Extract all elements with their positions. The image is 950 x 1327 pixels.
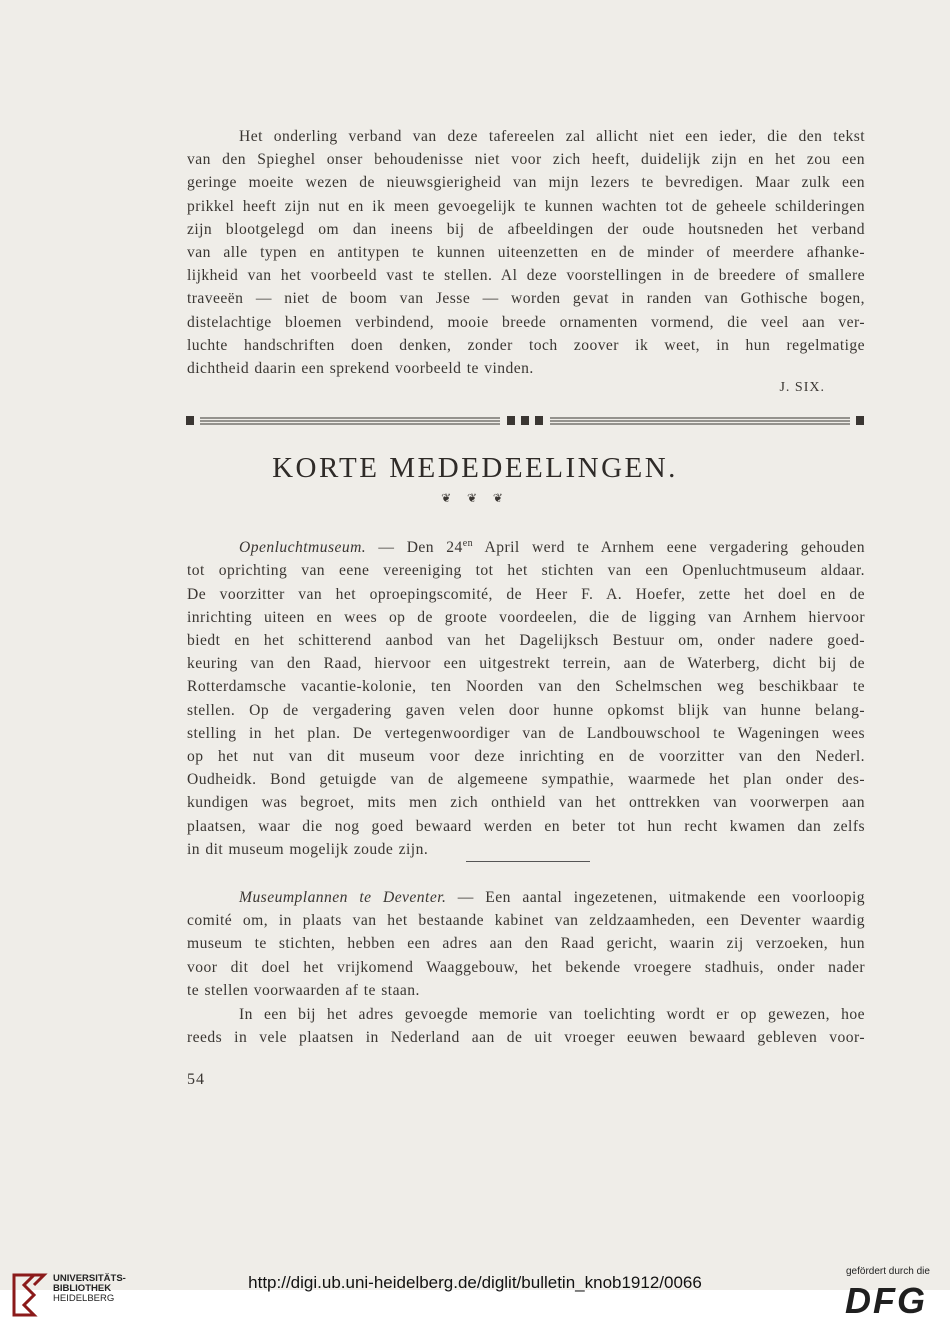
text-line: luchte handschriften doen denken, zonder toch zoover ik weet, in hun regelmatige bbox=[187, 336, 865, 354]
text-line: van alle typen en antitypen te kunnen uiteenzetten en de minder of meerdere afhanke- bbox=[187, 244, 865, 262]
notice-heading: Museumplannen te Deventer. bbox=[239, 889, 447, 906]
text-line: museum te stichten, hebben een adres aan den Raad gericht, waarin zij verzoeken, hun bbox=[187, 935, 865, 953]
text-line: voor dit doel het vrijkomend Waaggebouw, het bekende vroegere stadhuis, onder nader bbox=[187, 958, 865, 976]
text-line: reeds in vele plaatsen in Nederland aan de uit vroeger eeuwen bewaard gebleven voor- bbox=[187, 1029, 865, 1047]
author-signature: J. SIX. bbox=[779, 380, 825, 395]
text-line: op het nut van dit museum voor deze inrichting en de voorzitter van den Nederl. bbox=[187, 748, 865, 766]
text-line: traveeën — niet de boom van Jesse — worden gevat in randen van Gothische bogen, bbox=[187, 290, 865, 308]
fleuron-ornament: ❦ ❦ ❦ bbox=[441, 491, 509, 505]
dfg-logo: DFG bbox=[845, 1280, 927, 1321]
text-line: te stellen voorwaarden af te staan. bbox=[187, 981, 420, 999]
text-line: Rotterdamsche vacantie-kolonie, ten Noorden van den Schelmschen weg beschikbaar te bbox=[187, 678, 865, 696]
text-line: Het onderling verband van deze tafereelen zal allicht niet een ieder, die den tekst bbox=[239, 128, 865, 145]
library-name: UNIVERSITÄTS- BIBLIOTHEK HEIDELBERG bbox=[53, 1273, 126, 1304]
text-line: lijkheid van het voorbeeld vast te stellen. Al deze voorstellingen in de breedere of smallere bbox=[187, 267, 865, 285]
text-line: zijn blootgelegd om dan ineens bij de afbeeldingen der oude houtsneden het verband bbox=[187, 220, 865, 238]
text-line: kundigen was begroet, mits men zich onthield van het onttrekken van voorwerpen aan bbox=[187, 794, 865, 812]
text-line: biedt en het schitterend aanbod van het Dagelijksch Bestuur om, onder nadere goed- bbox=[187, 632, 865, 649]
text-line: van den Spieghel onser behoudenisse niet voor zich heeft, duidelijk zijn en het zou een bbox=[187, 151, 865, 169]
text-line: geringe moeite wezen de nieuwsgierigheid van mijn lezers te bevredigen. Maar zulk een bbox=[187, 174, 865, 192]
funder-label: gefördert durch die bbox=[846, 1266, 930, 1277]
text-line: comité om, in plaats van het bestaande kabinet van zeldzaamheden, een Deventer waardig bbox=[187, 912, 865, 930]
decorative-rule bbox=[180, 412, 870, 430]
text-line: prikkel heeft zijn nut en ik meen gevoegelijk te kunnen wachten tot de geheele schilderingen bbox=[187, 197, 865, 215]
text-line: stellen. Op de vergadering gaven velen door hunne opkomst blijk van hunne belang- bbox=[187, 701, 865, 719]
page-number: 54 bbox=[187, 1071, 205, 1088]
text-line: In een bij het adres gevoegde memorie van toelichting wordt er op gewezen, hoe bbox=[239, 1006, 865, 1023]
separator-line bbox=[466, 861, 590, 862]
text-line: tot oprichting van eene vereeniging tot het stichten van een Openluchtmuseum aldaar. bbox=[187, 562, 865, 580]
section-title: KORTE MEDEDEELINGEN. bbox=[272, 452, 678, 484]
article-closing-paragraph bbox=[187, 125, 865, 380]
text-line: De voorzitter van het oproepingscomité, de Heer F. A. Hoefer, zette het doel en de bbox=[187, 585, 865, 603]
digital-library-url[interactable]: http://digi.ub.uni-heidelberg.de/diglit/bulletin_knob1912/0066 bbox=[248, 1273, 702, 1292]
notice-openluchtmuseum bbox=[187, 532, 865, 861]
text-line: dichtheid daarin een sprekend voorbeeld te vinden. bbox=[187, 360, 534, 378]
text-line: distelachtige bloemen verbindend, mooie breede ornamenten vormend, die veel aan ver- bbox=[187, 313, 865, 331]
text-line: in dit museum mogelijk zoude zijn. bbox=[187, 840, 429, 858]
text-line: inrichting uiteen en wees op de groote voordeelen, die de ligging van Arnhem hiervoor bbox=[187, 608, 865, 626]
text-line: Oudheidk. Bond getuigde van de algemeene sympathie, waarmede het plan onder des- bbox=[187, 771, 865, 789]
text-line: keuring van den Raad, hiervoor een uitgestrekt terrein, aan de Waterberg, dicht bij de bbox=[187, 655, 865, 673]
notice-deventer bbox=[187, 886, 865, 1002]
notice-first-line: Museumplannen te Deventer. — Een aantal ingezetenen, uitmakende een voorloopig bbox=[239, 889, 865, 906]
text-line: stelling in het plan. De vertegenwoordiger van de Landbouwschool te Wageningen wees bbox=[187, 724, 865, 742]
footer-bar bbox=[0, 1290, 950, 1327]
text-line: plaatsen, waar die nog goed bewaard werden en beter tot hun recht kwamen dan zelfs bbox=[187, 817, 865, 835]
notice-heading: Openluchtmuseum. bbox=[239, 539, 367, 557]
notice-first-line: Openluchtmuseum. — Den $24^{en}$ April werd te Arnhem eene vergadering gehouden bbox=[239, 538, 865, 557]
notice-deventer-continued bbox=[187, 1003, 865, 1049]
